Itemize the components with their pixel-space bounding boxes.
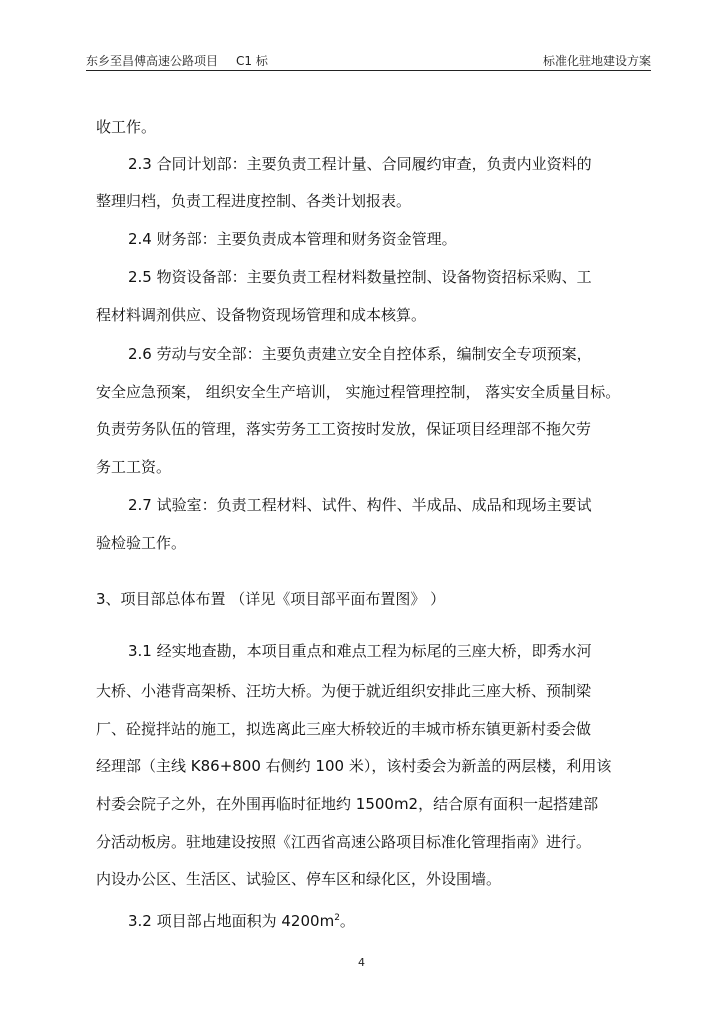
text-line: 收工作。 [96, 118, 157, 136]
text-line: 3.1 经实地查勘，本项目重点和难点工程为标尾的三座大桥，即秀水河 [128, 642, 592, 660]
area-line-prefix: 3.2 项目部占地面积为 4200m [128, 912, 335, 930]
document-title: 标准化驻地建设方案 [542, 54, 651, 68]
section-label: C1 标 [236, 54, 268, 68]
text-line: 厂、砼搅拌站的施工，拟选离此三座大桥较近的丰城市桥东镇更新村委会做 [96, 720, 592, 738]
text-line: 2.4 财务部：主要负责成本管理和财务资金管理。 [128, 230, 457, 248]
text-line: 2.7 试验室：负责工程材料、试件、构件、半成品、成品和现场主要试 [128, 496, 592, 514]
running-header-left [86, 54, 268, 68]
project-name: 东乡至昌傅高速公路项目 [86, 54, 219, 68]
text-line: 2.6 劳动与安全部：主要负责建立安全自控体系，编制安全专项预案， [128, 345, 592, 363]
area-line-superscript: 2 [334, 913, 340, 923]
text-line: 务工工资。 [96, 458, 172, 476]
text-line: 大桥、小港背高架桥、汪坊大桥。为便于就近组织安排此三座大桥、预制梁 [96, 682, 592, 700]
area-line-suffix: 。 [339, 912, 355, 930]
text-line: 内设办公区、生活区、试验区、停车区和绿化区，外设围墙。 [96, 870, 502, 888]
text-line: 程材料调剂供应、设备物资现场管理和成本核算。 [96, 306, 427, 324]
area-line [128, 908, 355, 931]
text-line: 经理部（主线 K86+800 右侧约 100 米），该村委会为新盖的两层楼，利用该 [96, 757, 612, 775]
text-line: 整理归档，负责工程进度控制、各类计划报表。 [96, 192, 412, 210]
text-line: 2.5 物资设备部：主要负责工程材料数量控制、设备物资招标采购、工 [128, 268, 592, 286]
text-line: 负责劳务队伍的管理，落实劳务工工资按时发放，保证项目经理部不拖欠劳 [96, 420, 592, 438]
text-line: 村委会院子之外，在外围再临时征地约 1500m2，结合原有面积一起搭建部 [96, 795, 599, 813]
text-line: 安全应急预案， 组织安全生产培训， 实施过程管理控制， 落实安全质量目标。 [96, 383, 621, 401]
section-heading: 3、项目部总体布置 （详见《项目部平面布置图》 ） [96, 590, 446, 608]
text-line: 分活动板房。驻地建设按照《江西省高速公路项目标准化管理指南》进行。 [96, 833, 592, 851]
header-rule [86, 70, 651, 71]
text-line: 验检验工作。 [96, 534, 187, 552]
text-line: 2.3 合同计划部：主要负责工程计量、合同履约审查，负责内业资料的 [128, 155, 592, 173]
page-number: 4 [358, 956, 365, 969]
